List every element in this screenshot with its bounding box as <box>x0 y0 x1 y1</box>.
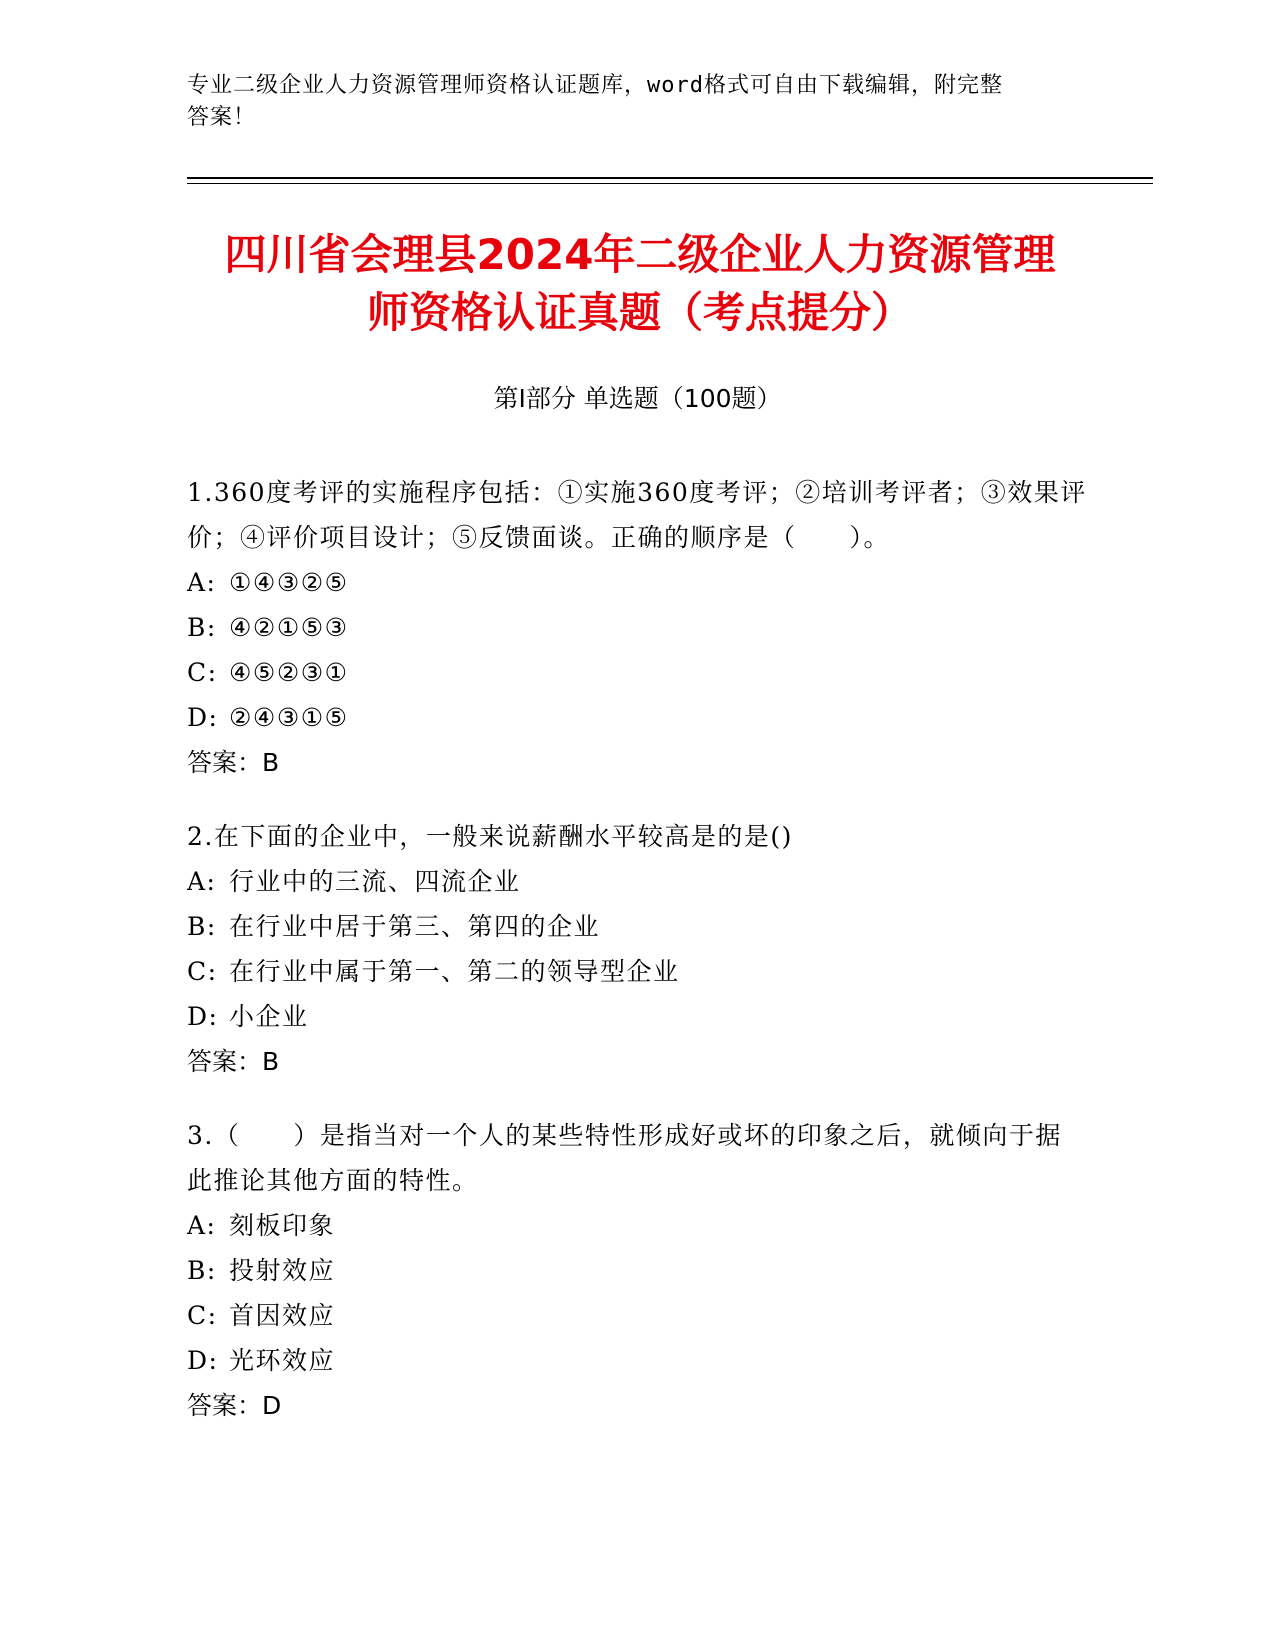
option-letter: B: <box>187 1256 217 1285</box>
option-text: 刻板印象 <box>229 1211 336 1240</box>
option-text: 在行业中居于第三、第四的企业 <box>229 912 601 941</box>
option-text: ④②①⑤③ <box>229 613 349 642</box>
option-d <box>187 1338 1087 1383</box>
option-c <box>187 1293 1087 1338</box>
option-letter: C: <box>187 658 218 687</box>
document-title <box>170 226 1110 342</box>
option-letter: A: <box>187 1211 217 1240</box>
question-stem: 3.（ ）是指当对一个人的某些特性形成好或坏的印象之后，就倾向于据此推论其他方面的特性。 <box>187 1121 1062 1195</box>
option-letter: A: <box>187 568 217 597</box>
option-text: 行业中的三流、四流企业 <box>229 867 521 896</box>
option-text: ①④③②⑤ <box>229 568 349 597</box>
option-a <box>187 560 1087 605</box>
header-divider-thin <box>187 183 1153 184</box>
option-text: 小企业 <box>229 1002 309 1031</box>
option-text: 首因效应 <box>229 1301 336 1330</box>
section-heading: 第I部分 单选题（100题） <box>493 384 782 413</box>
question-3 <box>187 1113 1087 1428</box>
header-divider-thick <box>187 177 1153 179</box>
option-c <box>187 949 1087 994</box>
option-b <box>187 904 1087 949</box>
question-stem: 2.在下面的企业中，一般来说薪酬水平较高是的是() <box>187 822 793 851</box>
option-letter: D: <box>187 1346 219 1375</box>
option-text: 在行业中属于第一、第二的领导型企业 <box>229 957 680 986</box>
document-title-line2: 师资格认证真题（考点提分） <box>366 288 913 337</box>
option-c <box>187 650 1087 695</box>
option-text: ②④③①⑤ <box>229 703 349 732</box>
header-note-line2: 答案！ <box>187 105 257 130</box>
option-letter: C: <box>187 957 218 986</box>
question-1 <box>187 470 1087 785</box>
header-note <box>187 70 1067 134</box>
option-text: ④⑤②③① <box>229 658 349 687</box>
option-d <box>187 695 1087 740</box>
option-letter: D: <box>187 703 219 732</box>
answer-label: 答案：D <box>187 1391 282 1420</box>
header-note-line1: 专业二级企业人力资源管理师资格认证题库，word格式可自由下载编辑，附完整 <box>187 73 1003 98</box>
question-list <box>187 470 1087 1457</box>
option-b <box>187 1248 1087 1293</box>
option-d <box>187 994 1087 1039</box>
option-letter: C: <box>187 1301 218 1330</box>
option-letter: A: <box>187 867 217 896</box>
option-text: 光环效应 <box>229 1346 336 1375</box>
option-letter: D: <box>187 1002 219 1031</box>
document-title-line1: 四川省会理县2024年二级企业人力资源管理 <box>224 230 1056 279</box>
answer-label: 答案：B <box>187 1047 280 1076</box>
option-letter: B: <box>187 613 217 642</box>
option-b <box>187 605 1087 650</box>
question-stem: 1.360度考评的实施程序包括：①实施360度考评；②培训考评者；③效果评价；④评价项目设计；⑤反馈面谈。正确的顺序是（ ）。 <box>187 478 1087 552</box>
option-text: 投射效应 <box>229 1256 336 1285</box>
option-letter: B: <box>187 912 217 941</box>
option-a <box>187 1203 1087 1248</box>
answer-label: 答案：B <box>187 748 280 777</box>
option-a <box>187 859 1087 904</box>
question-2 <box>187 814 1087 1084</box>
